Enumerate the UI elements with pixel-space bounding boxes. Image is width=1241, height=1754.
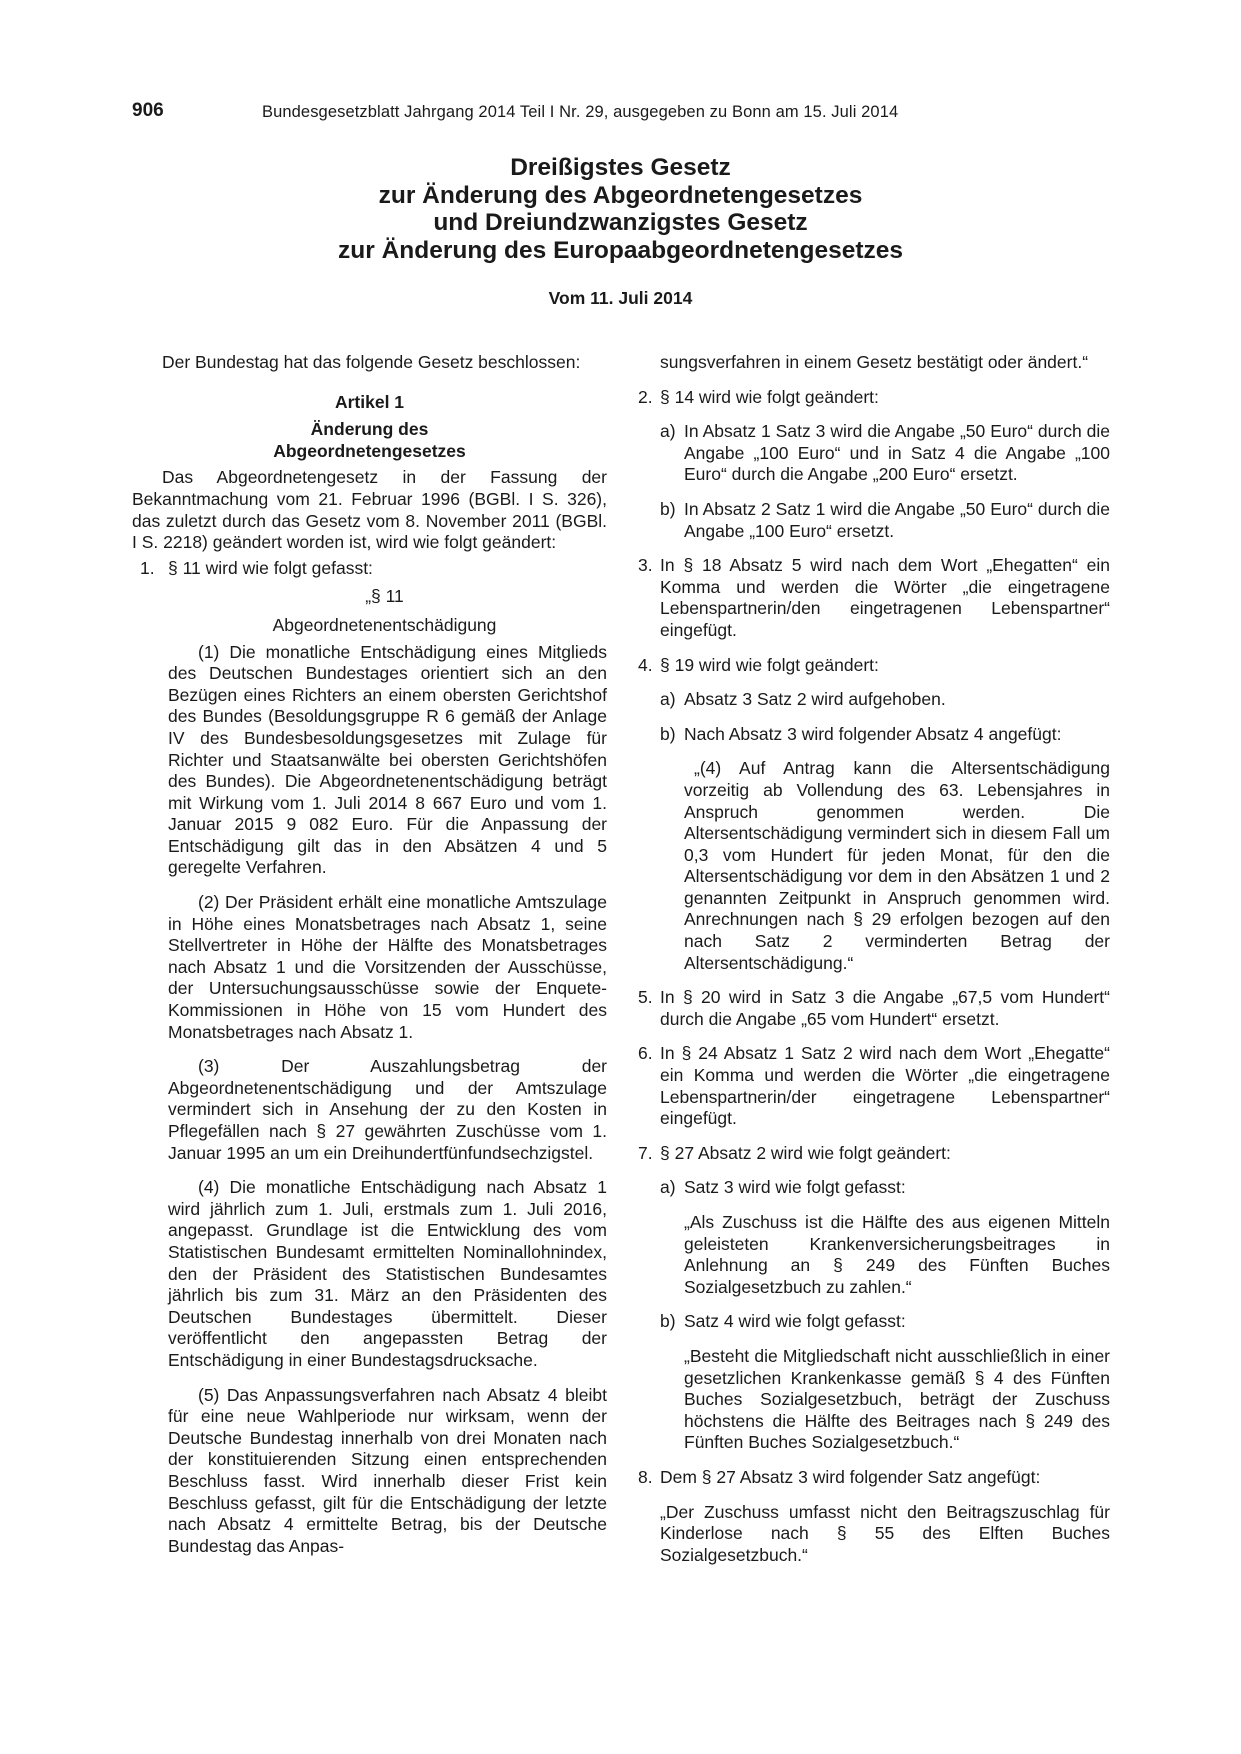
sub-item-label: a) [660, 1177, 676, 1198]
article-label: Artikel 1 [334, 391, 405, 412]
sub-item-label: b) [660, 498, 676, 519]
list-item [638, 1467, 1110, 1489]
title-line: und Dreiundzwanzigstes Gesetz [433, 209, 808, 236]
sub-item [638, 689, 1110, 711]
list-item [638, 1143, 1110, 1165]
sub-item-text: Absatz 3 Satz 2 wird aufgehoben. [684, 689, 946, 710]
sub-item-text: In Absatz 1 Satz 3 wird die Angabe „50 Euro“ durch die Angabe „100 Euro“ und in Satz 4 die Angabe „100 Euro“ durch die Angabe „200 Euro“ ersetzt. [684, 421, 1110, 485]
sub-item-label: b) [660, 1311, 676, 1332]
item-number: 1. [140, 557, 155, 578]
item-text: § 27 Absatz 2 wird wie folgt geändert: [660, 1142, 951, 1163]
item-text: In § 20 wird in Satz 3 die Angabe „67,5 vom Hundert“ durch die Angabe „65 vom Hundert“ ersetzt. [660, 987, 1110, 1029]
running-header: Bundesgesetzblatt Jahrgang 2014 Teil I Nr. 29, ausgegeben zu Bonn am 15. Juli 2014 [262, 103, 899, 121]
law-title [0, 154, 1241, 264]
right-column [638, 352, 1110, 1566]
sub-item-text: In Absatz 2 Satz 1 wird die Angabe „50 Euro“ durch die Angabe „100 Euro“ ersetzt. [684, 498, 1110, 541]
sub-item [638, 1311, 1110, 1333]
item-number: 3. [638, 555, 653, 576]
quoted-text: „Besteht die Mitgliedschaft nicht ausschließlich in einer gesetzlichen Krankenkasse gemäß § 4 des Fünften Buches Sozialgesetzbuch, beträgt der Zuschuss höchstens die Hälfte des Beitrages nach § 249 des Fünften Buches Sozialgesetzbuch.“ [684, 1345, 1110, 1453]
sub-item [638, 724, 1110, 746]
sub-item [638, 421, 1110, 486]
item-number: 5. [638, 987, 653, 1008]
quoted-text: „(4) Auf Antrag kann die Altersentschädigung vorzeitig ab Vollendung des 63. Lebensjahres in Anspruch genommen werden. Die Altersentschädigung vermindert sich in diesem Fall um 0,3 vom Hundert für jeden Monat, für den die Altersentschädigung vor dem in den Absätzen 1 und 2 genannten Zeitpunkt in Anspruch genommen wird. Anrechnungen nach § 29 erfolgen bezogen auf den nach Satz 2 verminderten Betrag der Altersentschädigung.“ [684, 758, 1110, 973]
sub-item-text: Nach Absatz 3 wird folgender Absatz 4 angefügt: [684, 723, 1062, 744]
sub-item [638, 499, 1110, 542]
item-text: In § 24 Absatz 1 Satz 2 wird nach dem Wort „Ehegatte“ ein Komma und werden die Wörter „die eingetragene Lebenspartnerin/der eingetragene Lebenspartner“ eingefügt. [660, 1043, 1110, 1129]
article-title: Abgeordnetengesetzes [273, 440, 466, 461]
list-item [638, 655, 1110, 677]
title-line: Dreißigstes Gesetz [510, 154, 731, 181]
sub-item-label: a) [660, 689, 676, 710]
list-item [132, 558, 607, 580]
left-column [132, 352, 607, 1557]
item-number: 6. [638, 1043, 653, 1064]
item-text: § 19 wird wie folgt geändert: [660, 654, 879, 675]
article-intro: Das Abgeordnetengesetz in der Fassung der Bekanntmachung vom 21. Februar 1996 (BGBl. I S. 326), das zuletzt durch das Gesetz vom 8. November 2011 (BGBl. I S. 2218) geändert worden ist, wird wie folgt geändert: [132, 467, 607, 553]
sub-item [638, 1177, 1110, 1199]
paragraph: (1) Die monatliche Entschädigung eines Mitglieds des Deutschen Bundestages orientiert sich an den Bezügen eines Richters an einem obersten Gerichtshof des Bundes (Besoldungsgruppe R 6 gemäß der Anlage IV des Bundesbesoldungsgesetzes mit Zulage für Richter und Staatsanwälte bei obersten Gerichtshöfen des Bundes). Die Abgeordnetenentschädigung beträgt mit Wirkung vom 1. Juli 2014 8 667 Euro und vom 1. Januar 2015 9 082 Euro. Für die Anpassung der Entschädigung gilt das in den Absätzen 4 und 5 geregelte Verfahren. [168, 641, 607, 878]
title-line: zur Änderung des Abgeordnetengesetzes [378, 181, 863, 209]
sub-item-label: b) [660, 723, 676, 744]
article-title: Änderung des [310, 419, 429, 440]
item-text: § 11 wird wie folgt gefasst: [168, 557, 373, 578]
list-item [638, 987, 1110, 1030]
quoted-text: „Als Zuschuss ist die Hälfte des aus eigenen Mitteln geleisteten Krankenversicherungsbeitrages in Anlehnung an § 249 des Fünften Buches Sozialgesetzbuch zu zahlen.“ [684, 1212, 1110, 1297]
quoted-text: „Der Zuschuss umfasst nicht den Beitragszuschlag für Kinderlose nach § 55 des Elften Buches Sozialgesetzbuch.“ [660, 1501, 1110, 1565]
item-text: In § 18 Absatz 5 wird nach dem Wort „Ehegatten“ ein Komma und werden die Wörter „die eingetragene Lebenspartnerin/den eingetragenen Lebenspartner“ eingefügt. [660, 555, 1110, 640]
item-number: 2. [638, 386, 653, 407]
sub-item-label: a) [660, 421, 676, 442]
item-text: Dem § 27 Absatz 3 wird folgender Satz angefügt: [660, 1466, 1041, 1487]
list-item [638, 1043, 1110, 1129]
paragraph: (5) Das Anpassungsverfahren nach Absatz 4 bleibt für eine neue Wahlperiode nur wirksam, wenn der Deutsche Bundestag innerhalb von drei Monaten nach der konstituierenden Sitzung einen entsprechenden Beschluss fasst. Wird innerhalb dieser Frist kein Beschluss gefasst, gilt für die Entschädigung der letzte nach Absatz 4 ermittelte Betrag, bis der Deutsche Bundestag das Anpas- [168, 1384, 607, 1556]
item-text: § 14 wird wie folgt geändert: [660, 386, 879, 407]
paragraph: (3) Der Auszahlungsbetrag der Abgeordnetenentschädigung und der Amtszulage vermindert sich in Ansehung der zu den Kosten in Pflegefällen nach § 27 gewährten Zuschüsse vom 1. Januar 1995 an um ein Dreihundertfünfundsechzigstel. [168, 1056, 607, 1163]
paragraph: (2) Der Präsident erhält eine monatliche Amtszulage in Höhe eines Monatsbetrages nach Absatz 1, seine Stellvertreter in Höhe der Hälfte des Monatsbetrages nach Absatz 1 und die Vorsitzenden der Ausschüsse, der Untersuchungsausschüsse sowie der Enquete-Kommissionen in Höhe von 15 vom Hundert des Monatsbetrages nach Absatz 1. [168, 892, 607, 1042]
section-title: Abgeordnetenentschädigung [272, 614, 497, 635]
sub-item-text: Satz 4 wird wie folgt gefasst: [684, 1311, 906, 1332]
paragraph: (4) Die monatliche Entschädigung nach Absatz 1 wird jährlich zum 1. Juli, erstmals zum 1. Juli 2016, angepasst. Grundlage ist die Entwicklung des vom Statistischen Bundesamt ermittelten Nominallohnindex, den der Präsident des Statistischen Bundesamtes jährlich bis zum 31. März an den Präsidenten des Deutschen Bundestages übermittelt. Dieser veröffentlicht den angepassten Betrag der Entschädigung in einer Bundestagsdrucksache. [168, 1177, 607, 1370]
preamble: Der Bundestag hat das folgende Gesetz beschlossen: [162, 352, 581, 372]
sub-item-text: Satz 3 wird wie folgt gefasst: [684, 1177, 906, 1198]
item-number: 7. [638, 1142, 653, 1163]
item-number: 8. [638, 1466, 653, 1487]
law-date: Vom 11. Juli 2014 [548, 288, 693, 308]
section-number: „§ 11 [365, 586, 404, 607]
page-number: 906 [132, 100, 164, 121]
list-item [638, 555, 1110, 641]
title-line: zur Änderung des Europaabgeordnetengesetzes [338, 236, 903, 264]
paragraph: sungsverfahren in einem Gesetz bestätigt oder ändert.“ [660, 352, 1089, 372]
list-item [638, 387, 1110, 409]
quoted-section [132, 642, 607, 1558]
item-number: 4. [638, 654, 653, 675]
